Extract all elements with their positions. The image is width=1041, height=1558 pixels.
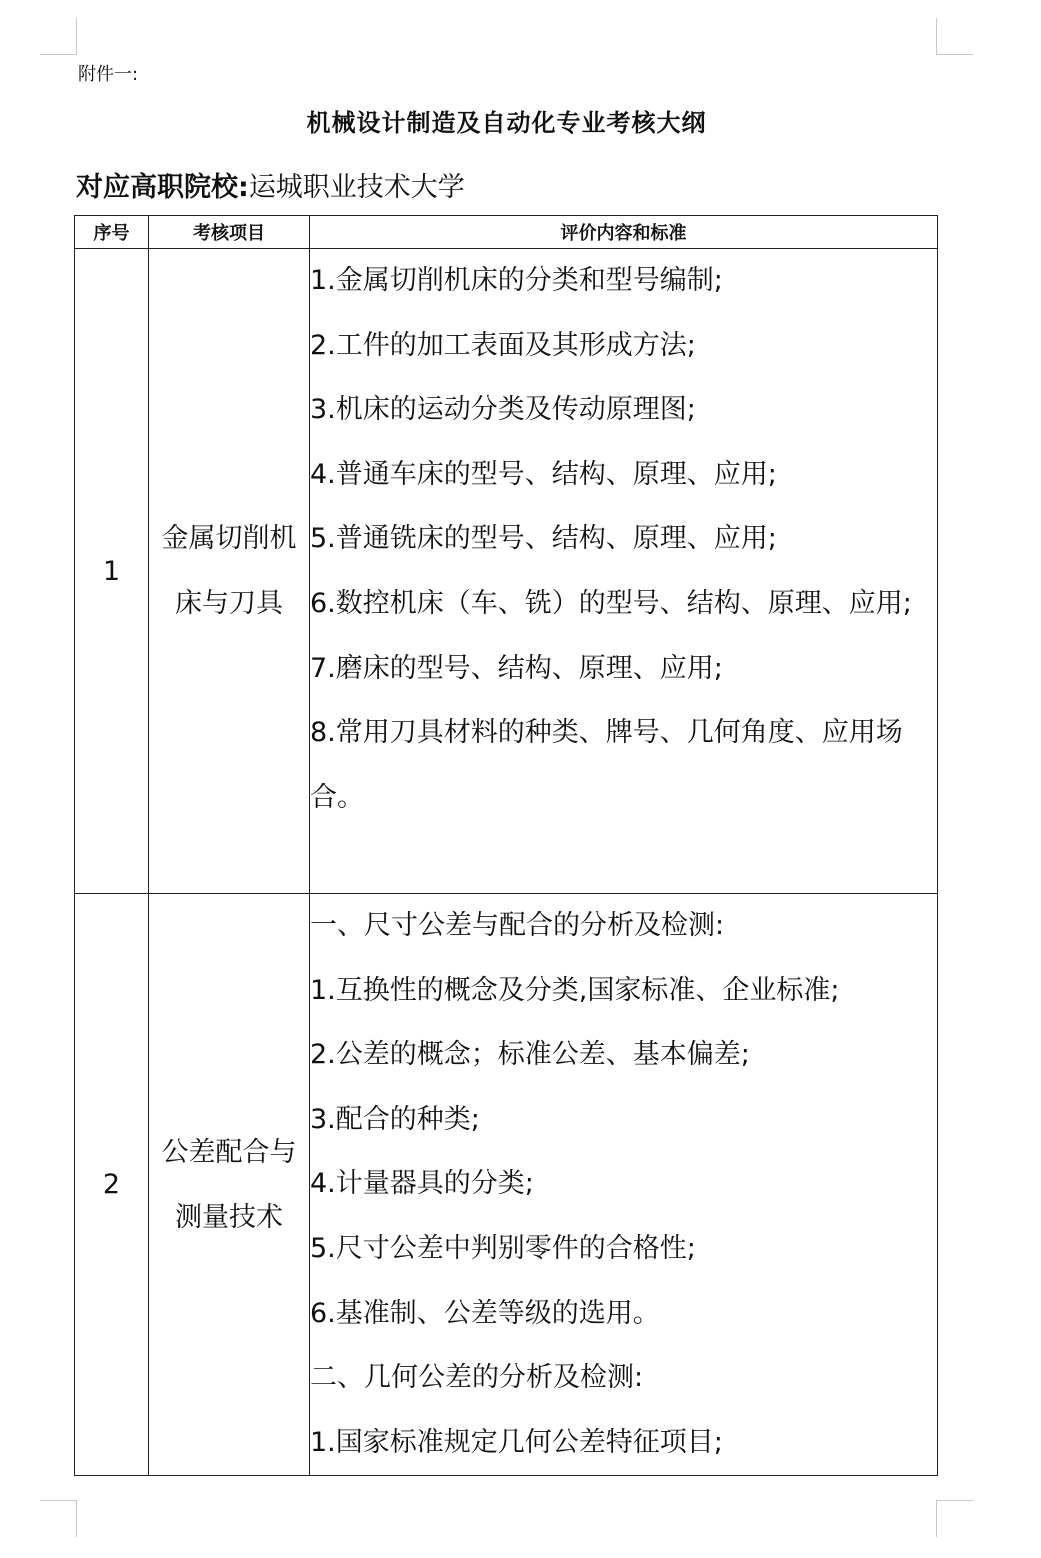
table-row (75, 249, 938, 894)
attachment-label: 附件一: (78, 64, 139, 85)
row-number: 1 (75, 249, 149, 894)
page-corner-mark-bottom-right (936, 1500, 973, 1537)
row-number: 2 (75, 894, 149, 1476)
school-line (76, 165, 465, 204)
assessment-item: 公差配合与测量技术 (149, 894, 310, 1476)
content-line: 1.互换性的概念及分类,国家标准、企业标准; (310, 974, 840, 1006)
content-line: 5.尺寸公差中判别零件的合格性; (310, 1232, 696, 1264)
school-label: 对应高职院校: (76, 172, 249, 203)
content-line: 6.基准制、公差等级的选用。 (310, 1297, 660, 1329)
page-corner-mark-top-right (936, 18, 973, 55)
content-line: 一、尺寸公差与配合的分析及检测: (310, 910, 725, 941)
content-line: 4.计量器具的分类; (310, 1168, 534, 1200)
content-line: 1.金属切削机床的分类和型号编制; (310, 265, 723, 296)
document-title: 机械设计制造及自动化专业考核大纲 (306, 109, 707, 137)
content-line: 2.工件的加工表面及其形成方法; (310, 329, 696, 361)
assessment-item: 金属切削机床与刀具 (149, 249, 310, 894)
header-content: 评价内容和标准 (310, 216, 938, 249)
assessment-content (310, 894, 938, 1476)
content-line: 2.公差的概念；标准公差、基本偏差; (310, 1039, 750, 1071)
content-line: 1.国家标准规定几何公差特征项目; (310, 1426, 723, 1458)
page-corner-mark-bottom-left (40, 1500, 77, 1537)
assessment-content (310, 249, 938, 894)
table-header-row (75, 216, 938, 249)
content-line: 5.普通铣床的型号、结构、原理、应用; (310, 523, 777, 555)
content-line: 7.磨床的型号、结构、原理、应用; (310, 652, 723, 684)
content-line: 二、几何公差的分析及检测: (310, 1362, 644, 1394)
content-line: 3.机床的运动分类及传动原理图; (310, 394, 696, 426)
content-line: 3.配合的种类; (310, 1103, 480, 1135)
page-corner-mark-top-left (40, 18, 77, 55)
table-row (75, 894, 938, 1476)
content-line: 4.普通车床的型号、结构、原理、应用; (310, 458, 777, 490)
content-line: 8.常用刀具材料的种类、牌号、几何角度、应用场合。 (310, 717, 903, 813)
content-line: 6.数控机床（车、铣）的型号、结构、原理、应用; (310, 587, 912, 619)
header-no: 序号 (75, 216, 149, 249)
header-item: 考核项目 (149, 216, 310, 249)
syllabus-table (74, 215, 938, 1476)
school-name: 运城职业技术大学 (248, 172, 465, 203)
